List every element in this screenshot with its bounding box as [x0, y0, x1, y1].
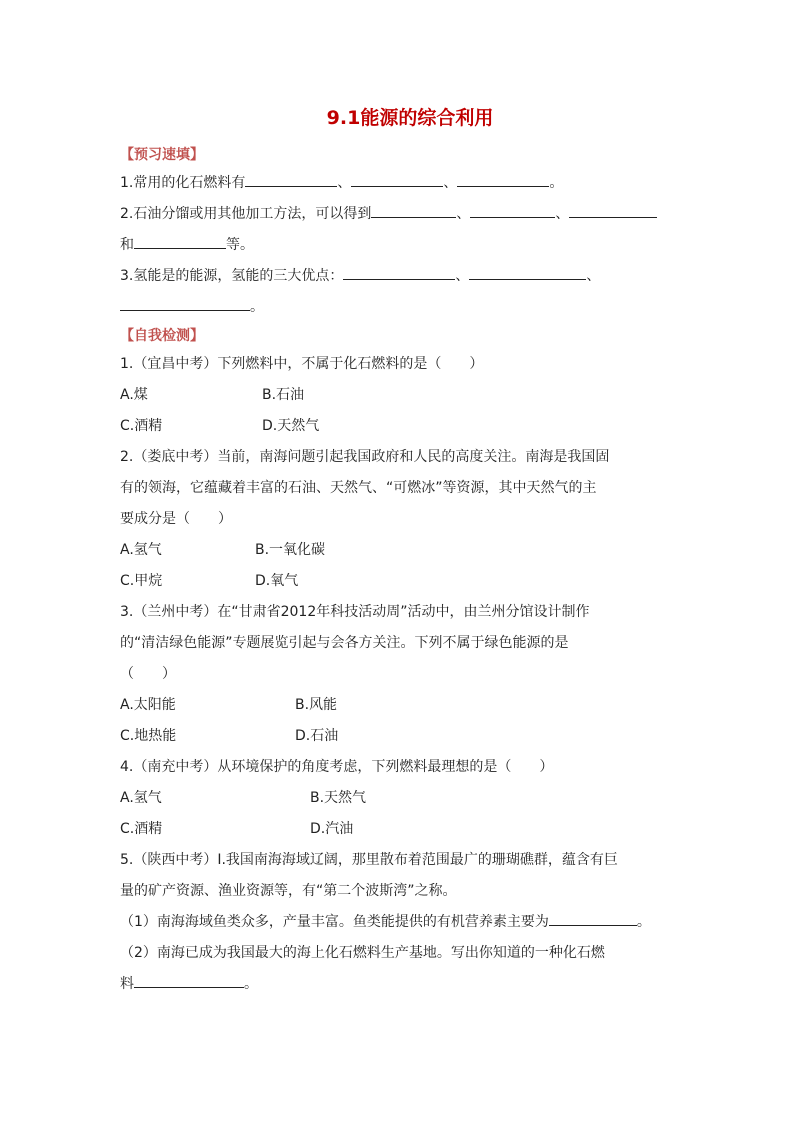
- option-a[interactable]: A.氢气: [120, 542, 162, 558]
- answer-blank[interactable]: [470, 202, 555, 218]
- answer-blank[interactable]: [343, 264, 455, 280]
- option-b[interactable]: B.石油: [262, 387, 305, 403]
- question-5-sub2-line2: [120, 969, 680, 1000]
- answer-blank[interactable]: [120, 295, 250, 311]
- option-d[interactable]: D.汽油: [310, 821, 354, 837]
- option-c[interactable]: C.甲烷: [120, 573, 163, 589]
- period: 。: [636, 914, 651, 930]
- answer-blank[interactable]: [245, 171, 337, 187]
- preview-q2-cont: [120, 230, 680, 261]
- option-c[interactable]: C.酒精: [120, 418, 163, 434]
- separator: 、: [456, 206, 471, 222]
- question-2-stem-line1: 2.（娄底中考）当前，南海问题引起我国政府和人民的高度关注。南海是我国固: [120, 449, 610, 465]
- question-2-options-row1: [120, 535, 680, 566]
- question-1-options-row1: [120, 380, 680, 411]
- question-4-options-row1: [120, 783, 680, 814]
- preview-q2-suffix: 等。: [226, 237, 254, 253]
- separator: 、: [586, 268, 601, 284]
- answer-blank[interactable]: [134, 233, 226, 249]
- preview-q2-and: 和: [120, 237, 134, 253]
- answer-blank[interactable]: [569, 202, 657, 218]
- period: 。: [244, 976, 258, 992]
- option-a[interactable]: A.煤: [120, 387, 148, 403]
- option-c[interactable]: C.酒精: [120, 821, 163, 837]
- option-a[interactable]: A.氢气: [120, 790, 162, 806]
- preview-q2-text: 2.石油分馏或用其他加工方法，可以得到: [120, 206, 372, 222]
- question-5-sub1-text: （1）南海海域鱼类众多，产量丰富。鱼类能提供的有机营养素主要为: [120, 914, 549, 930]
- question-5-stem-line1: 5.（陕西中考）I.我国南海海域辽阔，那里散布着范围最广的珊瑚礁群，蕴含有巨: [120, 852, 618, 868]
- question-4-stem: 4.（南充中考）从环境保护的角度考虑，下列燃料最理想的是（ ）: [120, 759, 554, 775]
- answer-blank[interactable]: [469, 264, 586, 280]
- page-title: 9.1能源的综合利用: [326, 107, 494, 129]
- section-self-check-heading: 【自我检测】: [120, 328, 204, 344]
- question-3-options-row2: [120, 721, 680, 752]
- question-2-options-row2: [120, 566, 680, 597]
- option-c[interactable]: C.地热能: [120, 728, 177, 744]
- question-4-options-row2: [120, 814, 680, 845]
- question-3-stem-line2: 的“清洁绿色能源”专题展览引起与会各方关注。下列不属于绿色能源的是: [120, 635, 569, 651]
- preview-q1: [120, 168, 680, 199]
- preview-q3: [120, 261, 680, 292]
- question-3-stem-line3: （ ）: [120, 666, 176, 682]
- worksheet-content: [120, 104, 680, 1000]
- question-5-stem-line2: 量的矿产资源、渔业资源等，有“第二个波斯湾”之称。: [120, 883, 457, 899]
- separator: 、: [455, 268, 470, 284]
- preview-q3-text: 3.氢能是的能源，氢能的三大优点：: [120, 268, 344, 284]
- preview-q2: [120, 199, 680, 230]
- answer-blank[interactable]: [457, 171, 549, 187]
- option-d[interactable]: D.氧气: [255, 573, 299, 589]
- question-5-sub1: [120, 907, 680, 938]
- question-3-options-row1: [120, 690, 680, 721]
- answer-blank[interactable]: [371, 202, 456, 218]
- option-b[interactable]: B.天然气: [310, 790, 367, 806]
- separator: 、: [555, 206, 570, 222]
- separator: 、: [337, 175, 352, 191]
- separator: 、: [443, 175, 458, 191]
- option-a[interactable]: A.太阳能: [120, 697, 176, 713]
- answer-blank[interactable]: [134, 972, 244, 988]
- question-1-options-row2: [120, 411, 680, 442]
- answer-blank[interactable]: [351, 171, 443, 187]
- question-5-sub2-line1: （2）南海已成为我国最大的海上化石燃料生产基地。写出你知道的一种化石燃: [120, 945, 605, 961]
- option-b[interactable]: B.风能: [295, 697, 338, 713]
- section-preview-heading: 【预习速填】: [120, 147, 204, 163]
- option-d[interactable]: D.天然气: [262, 418, 320, 434]
- question-3-stem-line1: 3.（兰州中考）在“甘肃省2012年科技活动周”活动中，由兰州分馆设计制作: [120, 604, 590, 620]
- answer-blank[interactable]: [549, 910, 637, 926]
- preview-q3-cont: [120, 292, 680, 323]
- question-1-stem: 1.（宜昌中考）下列燃料中，不属于化石燃料的是（ ）: [120, 356, 484, 372]
- question-2-stem-line2: 有的领海，它蕴藏着丰富的石油、天然气、“可燃冰”等资源，其中天然气的主: [120, 480, 597, 496]
- option-b[interactable]: B.一氧化碳: [255, 542, 326, 558]
- period: 。: [250, 299, 264, 315]
- preview-q1-text: 1.常用的化石燃料有: [120, 175, 246, 191]
- question-5-sub2-text: 料: [120, 976, 134, 992]
- option-d[interactable]: D.石油: [295, 728, 339, 744]
- period: 。: [549, 175, 564, 191]
- question-2-stem-line3: 要成分是（ ）: [120, 511, 232, 527]
